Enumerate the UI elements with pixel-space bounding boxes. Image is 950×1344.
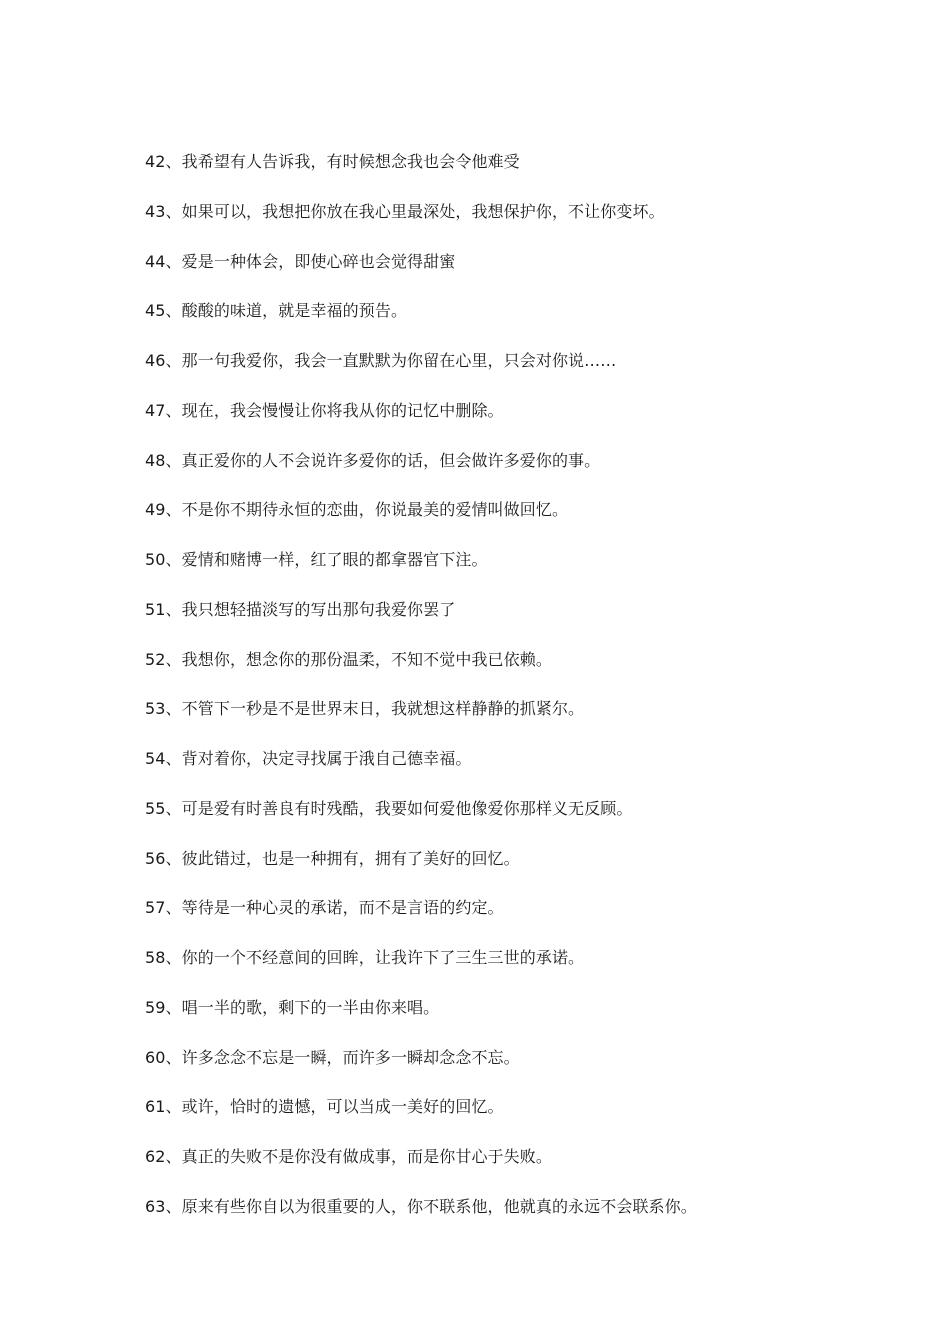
quote-line: 44、爱是一种体会，即使心碎也会觉得甜蜜 bbox=[145, 251, 456, 271]
quote-line: 42、我希望有人告诉我，有时候想念我也会令他难受 bbox=[145, 152, 520, 171]
quote-line: 59、唱一半的歌，剩下的一半由你来唱。 bbox=[145, 997, 440, 1017]
quote-line: 50、爱情和赌博一样，红了眼的都拿器官下注。 bbox=[145, 550, 488, 569]
quote-line: 43、如果可以，我想把你放在我心里最深处，我想保护你，不让你变坏。 bbox=[145, 201, 665, 221]
quote-line: 45、酸酸的味道，就是幸福的预告。 bbox=[145, 301, 408, 321]
quote-line: 62、真正的失败不是你没有做成事，而是你甘心于失败。 bbox=[145, 1147, 552, 1166]
quote-line: 60、许多念念不忘是一瞬，而许多一瞬却念念不忘。 bbox=[145, 1047, 520, 1067]
quote-line: 57、等待是一种心灵的承诺，而不是言语的约定。 bbox=[145, 898, 504, 918]
quote-line: 46、那一句我爱你，我会一直默默为你留在心里，只会对你说…… bbox=[145, 351, 617, 370]
quote-line: 58、你的一个不经意间的回眸，让我许下了三生三世的承诺。 bbox=[145, 948, 585, 967]
quote-line: 52、我想你，想念你的那份温柔，不知不觉中我已依赖。 bbox=[145, 649, 552, 669]
quote-line: 55、可是爱有时善良有时残酷，我要如何爱他像爱你那样义无反顾。 bbox=[145, 798, 633, 818]
quote-line: 61、或许，恰时的遗憾，可以当成一美好的回忆。 bbox=[145, 1097, 504, 1117]
quote-line: 53、不管下一秒是不是世界末日，我就想这样静静的抓紧尔。 bbox=[145, 699, 585, 719]
quote-line: 51、我只想轻描淡写的写出那句我爱你罢了 bbox=[145, 599, 456, 619]
quote-line: 47、现在，我会慢慢让你将我从你的记忆中删除。 bbox=[145, 400, 504, 420]
quote-line: 63、原来有些你自以为很重要的人，你不联系他，他就真的永远不会联系你。 bbox=[145, 1196, 697, 1216]
quote-line: 48、真正爱你的人不会说许多爱你的话，但会做许多爱你的事。 bbox=[145, 450, 601, 470]
quote-line: 56、彼此错过，也是一种拥有，拥有了美好的回忆。 bbox=[145, 848, 520, 868]
quote-line: 54、背对着你，决定寻找属于涐自己德幸福。 bbox=[145, 749, 472, 768]
quote-line: 49、不是你不期待永恒的恋曲，你说最美的爱情叫做回忆。 bbox=[145, 500, 569, 520]
quote-list bbox=[145, 148, 905, 1243]
